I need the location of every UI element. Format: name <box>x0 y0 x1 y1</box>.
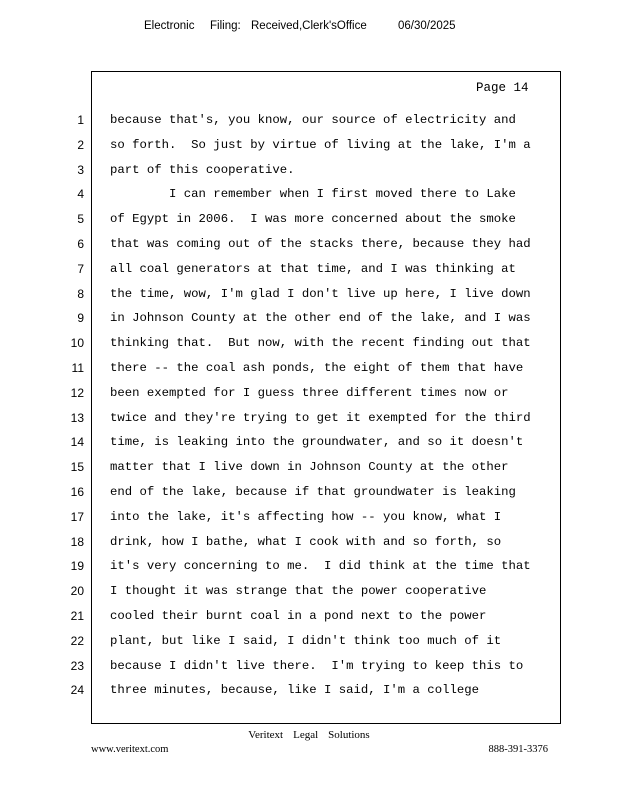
transcript-text <box>110 108 550 703</box>
transcript-line: I thought it was strange that the power cooperative <box>110 584 487 599</box>
transcript-line: three minutes, because, like I said, I'm a college <box>110 683 479 698</box>
transcript-line: time, is leaking into the groundwater, and so it doesn't <box>110 435 524 450</box>
line-number: 5 <box>77 212 84 227</box>
header-filing: Filing: <box>210 20 241 32</box>
footer-company-word: Solutions <box>328 729 370 741</box>
transcript-line: into the lake, it's affecting how -- you know, what I <box>110 509 502 524</box>
line-number: 22 <box>70 633 84 648</box>
transcript-line: all coal generators at that time, and I was thinking at <box>110 261 516 276</box>
line-number: 13 <box>70 410 84 425</box>
line-number: 10 <box>70 336 84 351</box>
page-number: Page 14 <box>476 81 529 95</box>
footer-company-word: Legal <box>293 729 319 741</box>
transcript-line: end of the lake, because if that groundwater is leaking <box>110 484 516 499</box>
line-number: 19 <box>70 559 84 574</box>
line-number: 11 <box>71 360 84 375</box>
line-number: 14 <box>70 435 84 450</box>
line-number: 4 <box>77 187 84 202</box>
line-number: 8 <box>77 286 84 301</box>
line-number: 16 <box>70 484 84 499</box>
line-number: 20 <box>70 584 84 599</box>
transcript-line: twice and they're trying to get it exempted for the third <box>110 410 531 425</box>
header-electronic: Electronic <box>144 20 195 32</box>
transcript-line: matter that I live down in Johnson County at the other <box>110 460 509 475</box>
transcript-line: the time, wow, I'm glad I don't live up here, I live down <box>110 286 531 301</box>
transcript-line: plant, but like I said, I didn't think too much of it <box>110 633 502 648</box>
filing-header <box>0 20 618 38</box>
transcript-line: of Egypt in 2006. I was more concerned about the smoke <box>110 212 516 227</box>
footer-phone: 888-391-3376 <box>488 744 548 755</box>
line-number: 12 <box>70 385 84 400</box>
transcript-line: because that's, you know, our source of electricity and <box>110 113 516 127</box>
line-number: 18 <box>70 534 84 549</box>
line-number: 1 <box>77 113 84 127</box>
transcript-line: cooled their burnt coal in a pond next to the power <box>110 608 487 623</box>
header-date: 06/30/2025 <box>398 20 456 32</box>
footer-website: www.veritext.com <box>91 744 169 755</box>
transcript-line: in Johnson County at the other end of the lake, and I was <box>110 311 531 326</box>
footer-company-word: Veritext <box>248 729 284 741</box>
transcript-line: been exempted for I guess three different times now or <box>110 385 509 400</box>
transcript-line: drink, how I bathe, what I cook with and so forth, so <box>110 534 502 549</box>
transcript-line: part of this cooperative. <box>110 162 295 177</box>
transcript-line: I can remember when I first moved there to Lake <box>110 187 516 202</box>
transcript-line: it's very concerning to me. I did think at the time that <box>110 559 531 574</box>
line-number: 15 <box>70 460 84 475</box>
line-number: 23 <box>70 658 84 673</box>
transcript-line: that was coming out of the stacks there, because they had <box>110 236 531 251</box>
transcript-line: thinking that. But now, with the recent finding out that <box>110 336 531 351</box>
line-number: 2 <box>77 137 84 152</box>
transcript-line: so forth. So just by virtue of living at the lake, I'm a <box>110 137 531 152</box>
line-number: 17 <box>70 509 84 524</box>
line-number: 6 <box>77 236 84 251</box>
line-number-column <box>62 108 84 703</box>
line-number: 3 <box>77 162 84 177</box>
line-number: 21 <box>70 608 84 623</box>
line-number: 9 <box>77 311 84 326</box>
line-number: 7 <box>77 261 84 276</box>
footer-company <box>0 729 618 741</box>
transcript-line: because I didn't live there. I'm trying to keep this to <box>110 658 524 673</box>
header-received: Received,Clerk'sOffice <box>251 20 367 32</box>
transcript-line: there -- the coal ash ponds, the eight of them that have <box>110 360 524 375</box>
line-number: 24 <box>70 683 84 698</box>
